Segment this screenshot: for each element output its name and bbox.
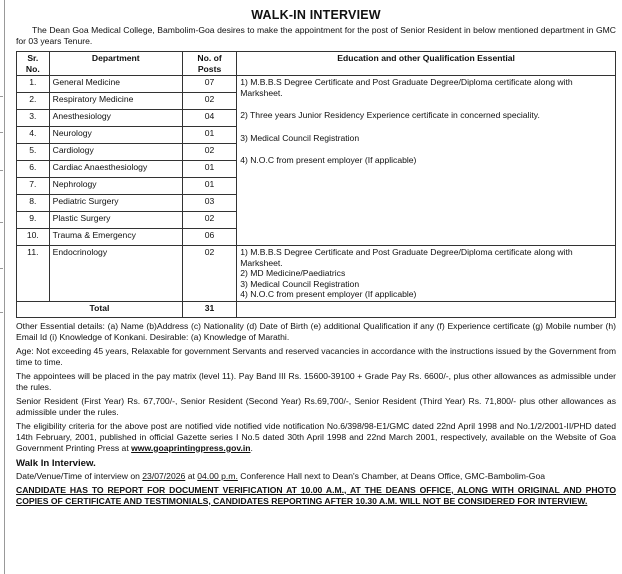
pay-text: The appointees will be placed in the pay matrix (level 11). Pay Band III Rs. 15600-39100 + Grade Pay Rs. 6600/-, plus other allowances as admissible under the rules. bbox=[16, 370, 616, 392]
col-department: Department bbox=[49, 52, 182, 76]
walk-in-heading: Walk In Interview. bbox=[16, 457, 96, 469]
sr-cell: 6. bbox=[17, 161, 50, 178]
department-cell: Neurology bbox=[49, 127, 182, 144]
age-text: Age: Not exceeding 45 years, Relaxable for government Servants and reserved vacancies in accordance with the instructions issued by the Government from time to time. bbox=[16, 345, 616, 367]
qualification-item: 4) N.O.C from present employer (If applicable) bbox=[240, 155, 417, 165]
sr-cell: 8. bbox=[17, 195, 50, 212]
eligibility-text: The eligibility criteria for the above post are notified vide notified vide notification No.6/398/98-E1/GMC dated 22nd April 1998 and No.1/2/2001-II/PHD dated 14th February, 2001, published in official Gazette series I No.5 dated 30th April 1998 and 22nd March 2001, respectively, available on the Website of Goa Government Printing Press at bbox=[16, 420, 616, 453]
posts-cell: 06 bbox=[182, 229, 236, 246]
report-notice: CANDIDATE HAS TO REPORT FOR DOCUMENT VERIFICATION AT 10.00 A.M., AT THE DEANS OFFICE, ALONG WITH ORIGINAL AND PHOTO COPIES OF CERTIFICATE AND TESTIMONIALS, CANDIDATES REPORTING AFTER 10.30 A.M. WILL NOT BE CONSIDERED FOR INTERVIEW. bbox=[16, 484, 616, 506]
department-cell: Anesthesiology bbox=[49, 110, 182, 127]
sr-cell: 4. bbox=[17, 127, 50, 144]
sr-cell: 5. bbox=[17, 144, 50, 161]
qualification-item: 3) Medical Council Registration bbox=[240, 278, 360, 289]
posts-cell: 04 bbox=[182, 110, 236, 127]
posts-cell: 02 bbox=[182, 246, 236, 302]
department-cell: General Medicine bbox=[49, 76, 182, 93]
posts-cell: 02 bbox=[182, 144, 236, 161]
department-cell: Trauma & Emergency bbox=[49, 229, 182, 246]
department-cell: Cardiac Anaesthesiology bbox=[49, 161, 182, 178]
qualification-item: 2) MD Medicine/Paediatrics bbox=[240, 268, 346, 278]
qualification-item: 2) Three years Junior Residency Experience certificate in concerned speciality. bbox=[240, 110, 540, 120]
table-row bbox=[17, 76, 616, 93]
posts-cell: 01 bbox=[182, 178, 236, 195]
posts-table bbox=[16, 51, 616, 318]
posts-cell: 01 bbox=[182, 127, 236, 144]
department-cell: Nephrology bbox=[49, 178, 182, 195]
table-row bbox=[17, 246, 616, 302]
sr-cell: 2. bbox=[17, 93, 50, 110]
qualification-item: 1) M.B.B.S Degree Certificate and Post Graduate Degree/Diploma certificate along with Marksheet. bbox=[240, 247, 573, 268]
total-row bbox=[17, 301, 616, 317]
posts-cell: 02 bbox=[182, 93, 236, 110]
department-cell: Respiratory Medicine bbox=[49, 93, 182, 110]
department-cell: Endocrinology bbox=[49, 246, 182, 302]
interview-details bbox=[16, 471, 616, 482]
total-empty-cell bbox=[237, 301, 616, 317]
sr-cell: 11. bbox=[17, 246, 50, 302]
page-edge bbox=[0, 0, 5, 574]
posts-cell: 07 bbox=[182, 76, 236, 93]
interview-date: 23/07/2026 bbox=[142, 470, 186, 481]
total-label: Total bbox=[17, 301, 183, 317]
qualification-cell bbox=[237, 246, 616, 302]
page-title: WALK-IN INTERVIEW bbox=[251, 8, 381, 22]
posts-cell: 01 bbox=[182, 161, 236, 178]
qualification-item: 3) Medical Council Registration bbox=[240, 132, 360, 143]
qualification-cell bbox=[237, 76, 616, 246]
total-value: 31 bbox=[182, 301, 236, 317]
department-cell: Cardiology bbox=[49, 144, 182, 161]
eligibility-end: . bbox=[250, 442, 253, 453]
sr-cell: 10. bbox=[17, 229, 50, 246]
website-link[interactable]: www.goaprintingpress.gov.in bbox=[131, 442, 251, 453]
table-header bbox=[17, 52, 616, 76]
qualification-item: 1) M.B.B.S Degree Certificate and Post Graduate Degree/Diploma certificate along with Marksheet. bbox=[240, 77, 573, 98]
posts-cell: 03 bbox=[182, 195, 236, 212]
col-posts: No. of Posts bbox=[182, 52, 236, 76]
advertisement bbox=[16, 8, 616, 507]
qualification-item: 4) N.O.C from present employer (If applicable) bbox=[240, 289, 417, 299]
sr-cell: 7. bbox=[17, 178, 50, 195]
sr-cell: 1. bbox=[17, 76, 50, 93]
interview-prefix: Date/Venue/Time of interview on bbox=[16, 470, 140, 481]
department-cell: Plastic Surgery bbox=[49, 212, 182, 229]
posts-cell: 02 bbox=[182, 212, 236, 229]
sr-cell: 3. bbox=[17, 110, 50, 127]
col-qualification: Education and other Qualification Essential bbox=[237, 52, 616, 76]
interview-time: 04.00 p.m. bbox=[197, 470, 238, 481]
other-essential-text: Other Essential details: (a) Name (b)Address (c) Nationality (d) Date of Birth (e) additional Qualification if any (f) Experience certificate (g) Mobile number (h) Email Id (i) Knowledge of Konkani. Desirable: (a) Knowledge of Marathi. bbox=[16, 320, 616, 342]
department-cell: Pediatric Surgery bbox=[49, 195, 182, 212]
col-sr-no: Sr. No. bbox=[17, 52, 50, 76]
intro-text: The Dean Goa Medical College, Bambolim-Goa desires to make the appointment for the post of Senior Resident in below mentioned department in GMC for 03 years Tenure. bbox=[16, 25, 616, 46]
interview-venue: Conference Hall next to Dean's Chamber, at Deans Office, GMC-Bambolim-Goa bbox=[240, 470, 546, 481]
stipend-text: Senior Resident (First Year) Rs. 67,700/-, Senior Resident (Second Year) Rs.69,700/-, Senior Resident (Third Year) Rs. 71,800/- plus other allowances as admissible under the rules. bbox=[16, 395, 616, 417]
sr-cell: 9. bbox=[17, 212, 50, 229]
eligibility-paragraph bbox=[16, 421, 616, 454]
interview-at: at bbox=[187, 470, 195, 481]
